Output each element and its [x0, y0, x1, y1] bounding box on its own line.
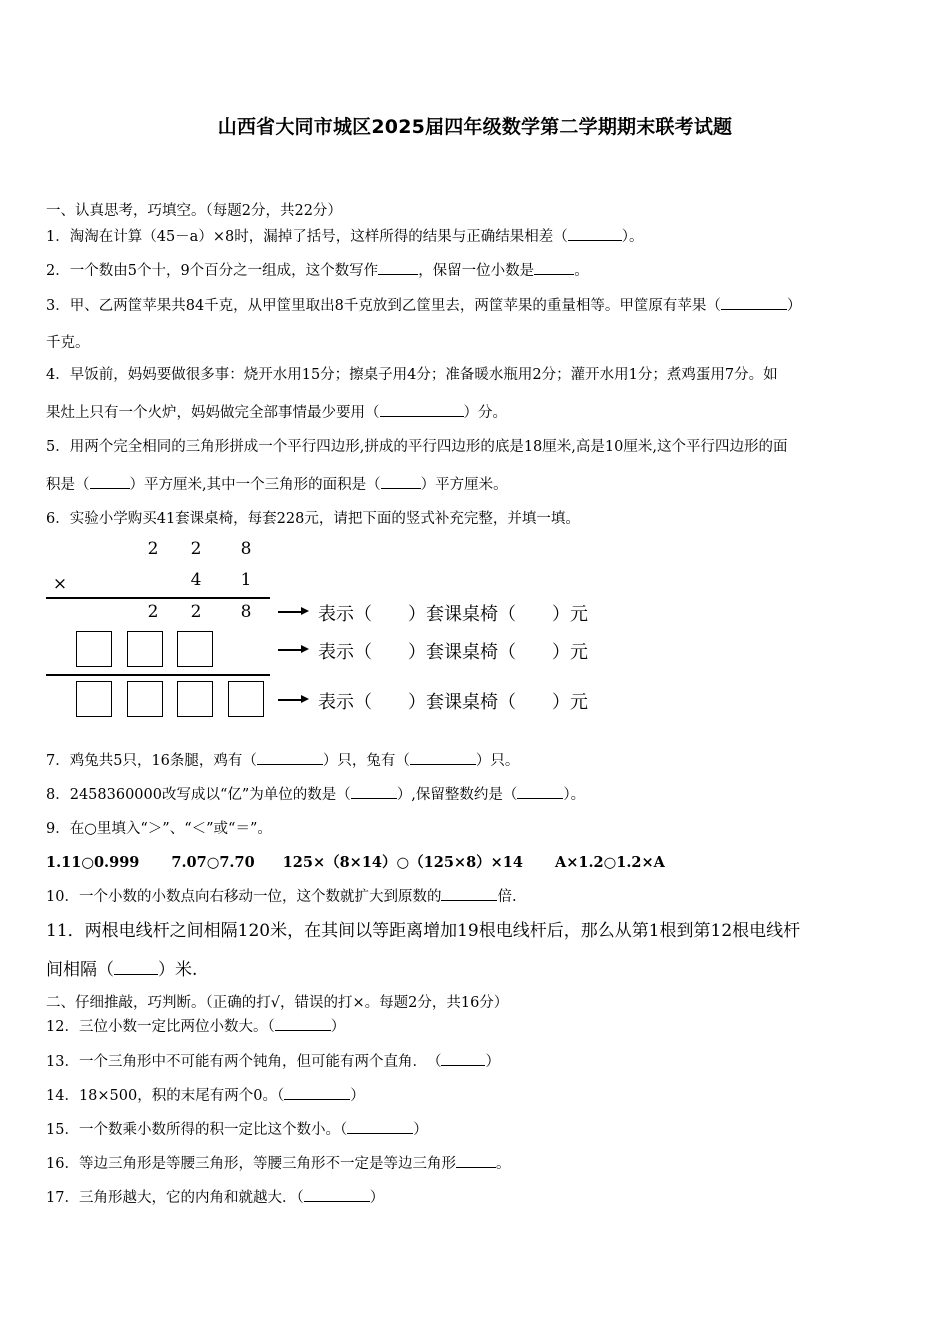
q2-blank-2[interactable] — [534, 260, 574, 275]
q9-item: 125×（8×14）○（125×8）×14 — [282, 854, 523, 871]
q8-blank-2[interactable] — [517, 784, 563, 799]
q16-blank[interactable] — [456, 1153, 496, 1168]
answer-box[interactable] — [177, 631, 213, 667]
q5-text-b: ）平方厘米,其中一个三角形的面积是（ — [129, 477, 381, 493]
arrow-3-line — [278, 699, 302, 701]
rule-line-2 — [46, 674, 270, 676]
question-14 — [46, 1085, 916, 1107]
question-3-line-1 — [46, 295, 916, 317]
question-2 — [46, 260, 916, 282]
answer-box[interactable] — [76, 681, 112, 717]
q3-text-end: ） — [786, 298, 802, 314]
q7-text-end: ）只。 — [475, 753, 520, 769]
arrow-2-label: 表示（ ）套课桌椅（ ）元 — [318, 642, 588, 663]
question-1 — [46, 226, 916, 248]
q11-text: 间相隔（ — [46, 960, 114, 980]
q2-text-mid: ，保留一位小数是 — [418, 263, 535, 279]
q2-text: 2．一个数由5个十，9个百分之一组成，这个数写作 — [46, 263, 379, 279]
q12-text-end: ） — [330, 1019, 346, 1035]
question-12 — [46, 1016, 916, 1038]
q3-blank[interactable] — [721, 295, 787, 310]
question-11-line-1: 11．两根电线杆之间相隔120米，在其间以等距离增加19根电线杆后，那么从第1根到第12根电线杆 — [46, 921, 801, 941]
q2-text-end: 。 — [574, 263, 589, 279]
answer-box[interactable] — [177, 681, 213, 717]
q17-text: 17．三角形越大，它的内角和就越大．（ — [46, 1190, 304, 1206]
multiplicand-digit: 2 — [190, 539, 202, 559]
partial-product-digit: 8 — [240, 602, 252, 622]
question-11-line-2 — [46, 958, 916, 981]
multiplicand-digit: 2 — [147, 539, 159, 559]
q5-text-c: ）平方厘米。 — [420, 477, 508, 493]
q15-text: 15．一个数乘小数所得的积一定比这个数小。（ — [46, 1122, 348, 1138]
q11-blank[interactable] — [114, 958, 158, 975]
times-sign: × — [52, 574, 68, 594]
q9-item: 7.07○7.70 — [171, 854, 255, 871]
q16-text: 16．等边三角形是等腰三角形，等腰三角形不一定是等边三角形 — [46, 1156, 456, 1172]
q16-text-end: 。 — [495, 1156, 511, 1172]
question-9-items — [46, 852, 916, 874]
partial-product-digit: 2 — [190, 602, 202, 622]
question-5-line-2 — [46, 474, 916, 496]
question-7 — [46, 750, 916, 772]
q17-blank[interactable] — [304, 1187, 370, 1202]
question-5-line-1: 5．用两个完全相同的三角形拼成一个平行四边形,拼成的平行四边形的底是18厘米,高是10厘米,这个平行四边形的面 — [46, 439, 788, 455]
q4-blank[interactable] — [380, 402, 464, 417]
arrow-3-icon — [301, 695, 309, 703]
page-title: 山西省大同市城区2025届四年级数学第二学期期末联考试题 — [217, 116, 733, 138]
q8-blank-1[interactable] — [351, 784, 397, 799]
q12-text: 12．三位小数一定比两位小数大。（ — [46, 1019, 275, 1035]
q9-item: 1.11○0.999 — [46, 854, 140, 871]
q5-blank-2[interactable] — [381, 474, 421, 489]
section-1-heading: 一、认真思考，巧填空。（每题2分，共22分） — [46, 203, 342, 219]
q9-item: A×1.2○1.2×A — [555, 854, 665, 871]
question-4-line-1: 4．早饭前，妈妈要做很多事：烧开水用15分；擦桌子用4分；准备暖水瓶用2分；灌开水用1分；煮鸡蛋用7分。如 — [46, 367, 778, 383]
arrow-3-label: 表示（ ）套课桌椅（ ）元 — [318, 692, 588, 713]
q17-text-end: ） — [369, 1190, 385, 1206]
answer-box[interactable] — [228, 681, 264, 717]
arrow-1-line — [278, 611, 302, 613]
multiplicand-digit: 8 — [240, 539, 252, 559]
q7-text-mid: ）只，兔有（ — [322, 753, 410, 769]
multiplier-digit: 4 — [190, 570, 202, 590]
question-6: 6．实验小学购买41套课桌椅，每套228元，请把下面的竖式补充完整，并填一填。 — [46, 511, 580, 527]
q14-text-end: ） — [350, 1088, 365, 1104]
question-9: 9．在○里填入“＞”、“＜”或“＝”。 — [46, 821, 272, 837]
question-17 — [46, 1187, 916, 1209]
q1-blank[interactable] — [568, 226, 622, 241]
q7-blank-2[interactable] — [410, 750, 476, 765]
q12-blank[interactable] — [275, 1016, 331, 1031]
arrow-2-icon — [301, 645, 309, 653]
arrow-2-line — [278, 649, 302, 651]
arrow-1-icon — [301, 607, 309, 615]
section-2-heading: 二、仔细推敲，巧判断。（正确的打√，错误的打×。每题2分，共16分） — [46, 995, 509, 1011]
q5-text-a: 积是（ — [46, 477, 90, 493]
question-4-line-2 — [46, 402, 916, 424]
q13-text-end: ） — [485, 1054, 500, 1070]
q8-text-end: ）。 — [563, 787, 586, 803]
question-8 — [46, 784, 916, 806]
q10-text: 10．一个小数的小数点向右移动一位，这个数就扩大到原数的 — [46, 889, 442, 905]
q4-text: 果灶上只有一个火炉，妈妈做完全部事情最少要用（ — [46, 405, 380, 421]
q4-text-end: ）分。 — [463, 405, 507, 421]
arrow-1-label: 表示（ ）套课桌椅（ ）元 — [318, 604, 588, 625]
q15-text-end: ） — [413, 1122, 428, 1138]
q11-text-end: ）米. — [158, 960, 198, 980]
q1-text-end: ）。 — [621, 229, 644, 245]
q13-blank[interactable] — [441, 1051, 485, 1066]
q5-blank-1[interactable] — [90, 474, 130, 489]
q1-text: 1．淘淘在计算（45－a）×8时，漏掉了括号，这样所得的结果与正确结果相差（ — [46, 229, 568, 245]
q8-text-mid: ）,保留整数约是（ — [396, 787, 518, 803]
q7-text: 7．鸡兔共5只，16条腿，鸡有（ — [46, 753, 257, 769]
question-3-line-2: 千克。 — [46, 335, 90, 351]
q10-blank[interactable] — [441, 886, 497, 901]
q14-blank[interactable] — [284, 1085, 350, 1100]
multiplier-digit: 1 — [240, 570, 252, 590]
q15-blank[interactable] — [347, 1119, 413, 1134]
answer-box[interactable] — [127, 631, 163, 667]
q13-text: 13．一个三角形中不可能有两个钝角，但可能有两个直角． （ — [46, 1054, 442, 1070]
rule-line-1 — [46, 597, 270, 599]
question-16 — [46, 1153, 916, 1175]
q8-text: 8．2458360000改写成以“亿”为单位的数是（ — [46, 787, 351, 803]
question-10 — [46, 886, 916, 908]
q14-text: 14．18×500，积的末尾有两个0。（ — [46, 1088, 285, 1104]
partial-product-digit: 2 — [147, 602, 159, 622]
vertical-multiplication — [46, 536, 606, 736]
q2-blank-1[interactable] — [378, 260, 418, 275]
answer-box[interactable] — [76, 631, 112, 667]
q7-blank-1[interactable] — [257, 750, 323, 765]
question-13 — [46, 1051, 916, 1073]
q10-text-end: 倍. — [497, 889, 517, 905]
answer-box[interactable] — [127, 681, 163, 717]
q3-text: 3．甲、乙两筐苹果共84千克，从甲筐里取出8千克放到乙筐里去，两筐苹果的重量相等。甲筐原有苹果（ — [46, 298, 721, 314]
question-15 — [46, 1119, 916, 1141]
